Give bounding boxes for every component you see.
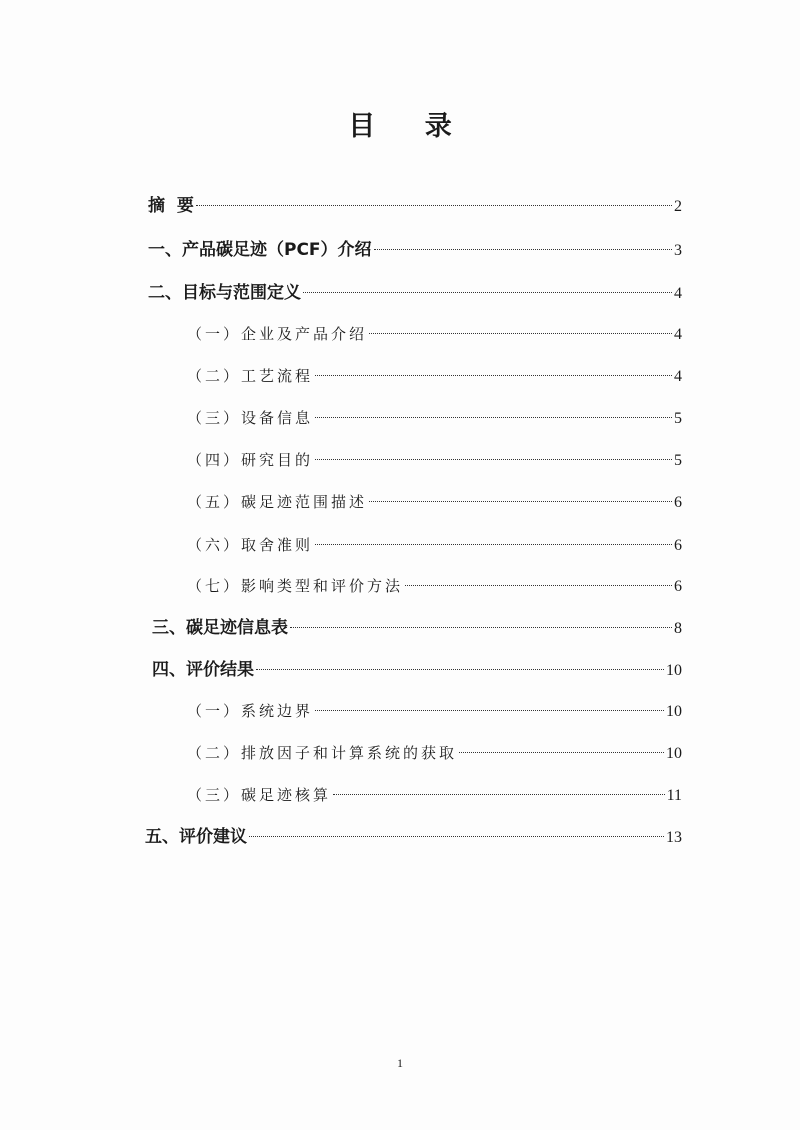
toc-entry[interactable] (187, 781, 682, 809)
toc-entry-page: 13 (666, 829, 682, 846)
dot-leader (405, 585, 672, 586)
toc-entry[interactable] (152, 614, 682, 642)
toc-entry[interactable] (187, 404, 682, 432)
toc-entry-page: 2 (674, 198, 682, 215)
toc-entry-label: （三）设备信息 (187, 409, 314, 427)
toc-entry-page: 10 (666, 745, 682, 762)
toc-entry-page: 6 (674, 578, 682, 595)
toc-entry-page: 3 (674, 242, 682, 259)
toc-entry-label: （一）系统边界 (187, 702, 314, 720)
toc-entry-label: 二、目标与范围定义 (148, 283, 301, 303)
dot-leader (315, 459, 672, 460)
dot-leader (369, 333, 672, 334)
page-number: 1 (397, 1056, 403, 1070)
toc-entry[interactable] (187, 739, 682, 767)
dot-leader (333, 794, 665, 795)
toc-entry-label: 摘 要 (148, 196, 194, 216)
toc-entry-label: 五、评价建议 (145, 827, 247, 847)
dot-leader (369, 501, 672, 502)
dot-leader (256, 669, 664, 670)
toc-entry-page: 6 (674, 537, 682, 554)
toc-entry-page: 4 (674, 285, 682, 302)
toc-entry[interactable] (187, 320, 682, 348)
toc-entry-page: 10 (666, 703, 682, 720)
toc-entry-page: 4 (674, 326, 682, 343)
toc-entry-page: 6 (674, 494, 682, 511)
toc-entry-page: 8 (674, 620, 682, 637)
toc-entry[interactable] (187, 488, 682, 516)
dot-leader (315, 544, 672, 545)
toc-entry-label: （六）取舍准则 (187, 536, 314, 554)
toc-entry-label: （一）企业及产品介绍 (187, 325, 368, 343)
toc-entry[interactable] (152, 656, 682, 684)
toc-entry-label: 四、评价结果 (152, 660, 254, 680)
dot-leader (303, 292, 672, 293)
toc-entry[interactable] (187, 446, 682, 474)
toc-entry-label: （七）影响类型和评价方法 (187, 577, 404, 595)
toc-entry[interactable] (148, 279, 682, 307)
toc-entry-label: （二）工艺流程 (187, 367, 314, 385)
toc-entry-page: 11 (666, 787, 682, 804)
toc-entry-label: （三）碳足迹核算 (187, 786, 332, 804)
dot-leader (374, 249, 672, 250)
toc-entry-label: （四）研究目的 (187, 451, 314, 469)
dot-leader (459, 752, 664, 753)
toc-entry[interactable] (148, 192, 682, 220)
dot-leader (315, 417, 672, 418)
toc-entry[interactable] (187, 531, 682, 559)
toc-entry-label: 三、碳足迹信息表 (152, 618, 288, 638)
toc-entry-label: （五）碳足迹范围描述 (187, 493, 368, 511)
toc-title: 目 录 (348, 111, 472, 142)
toc-entry[interactable] (187, 362, 682, 390)
toc-entry-page: 5 (674, 410, 682, 427)
dot-leader (315, 375, 672, 376)
dot-leader (290, 627, 672, 628)
toc-entry-page: 4 (674, 368, 682, 385)
toc-entry-label: 一、产品碳足迹（PCF）介绍 (148, 240, 372, 260)
toc-entry-page: 10 (666, 662, 682, 679)
dot-leader (196, 205, 672, 206)
toc-entry-label: （二）排放因子和计算系统的获取 (187, 744, 458, 762)
dot-leader (315, 710, 664, 711)
toc-entry[interactable] (148, 236, 682, 264)
toc-entry-page: 5 (674, 452, 682, 469)
toc-entry[interactable] (187, 572, 682, 600)
toc-entry[interactable] (145, 823, 682, 851)
dot-leader (249, 836, 664, 837)
toc-entry[interactable] (187, 697, 682, 725)
